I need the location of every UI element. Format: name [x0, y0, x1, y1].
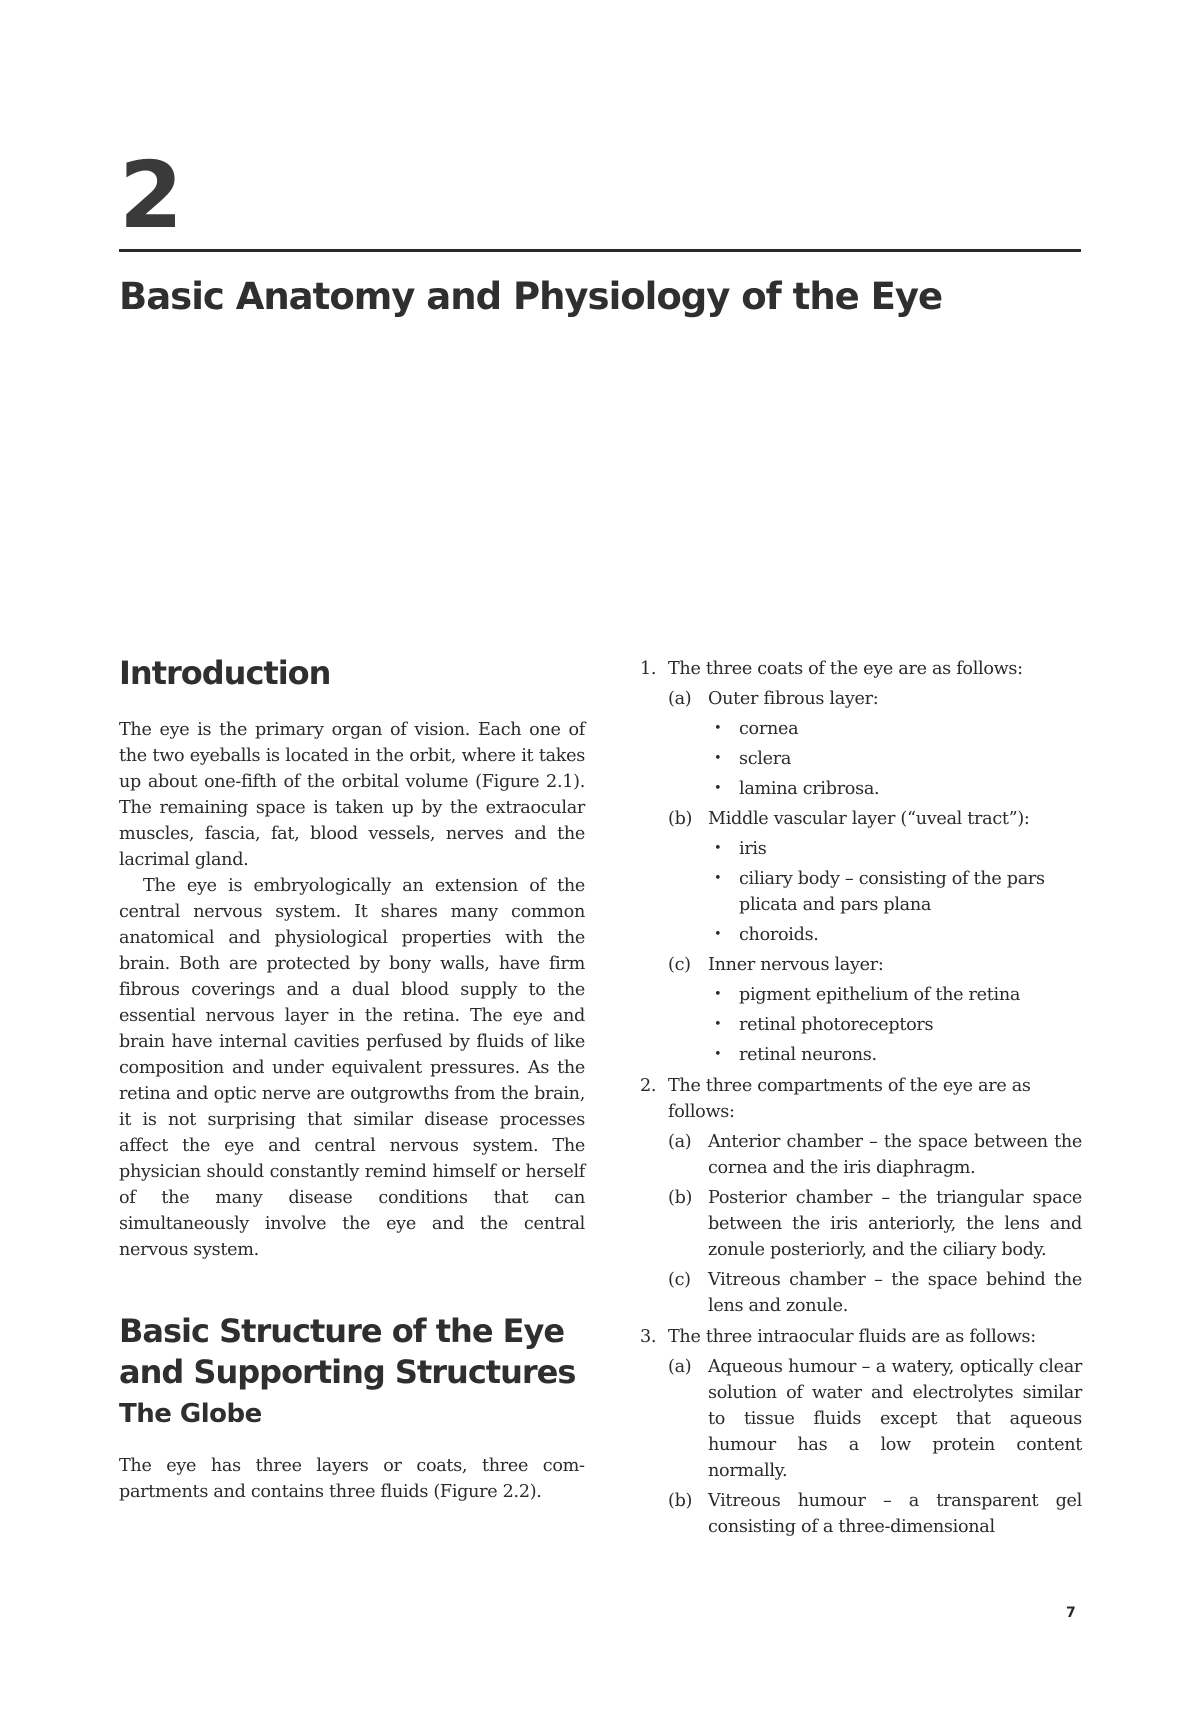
- bullet-icon: •: [714, 751, 722, 766]
- bullet-icon: •: [714, 781, 722, 796]
- globe-paragraph: The eye has three layers or coats, three compartments and contains three fluids (Figure 2.2).: [119, 1456, 585, 1502]
- sublist-marker: (b): [668, 1491, 693, 1511]
- bullet-text: sclera: [739, 749, 792, 769]
- bullet-item: [628, 922, 1082, 948]
- bullet-item: [628, 866, 1082, 918]
- bullet-text: choroids.: [739, 925, 819, 945]
- bullet-text: retinal neurons.: [739, 1045, 877, 1065]
- sublist-marker: (c): [668, 955, 691, 975]
- sublist-item: [628, 1267, 1082, 1319]
- bullet-icon: •: [714, 927, 722, 942]
- bullet-item: [628, 1012, 1082, 1038]
- bullet-icon: •: [714, 721, 722, 736]
- list-item-text: The three coats of the eye are as follows:: [668, 659, 1023, 679]
- list-item: [628, 656, 1082, 682]
- list-number: 1.: [640, 659, 657, 679]
- sublist-item: [628, 686, 1082, 712]
- sublist-marker: (a): [668, 689, 692, 709]
- bullet-icon: •: [714, 987, 722, 1002]
- list-number: 2.: [640, 1076, 657, 1096]
- introduction-heading: Introduction: [119, 654, 331, 692]
- sublist-item-text: Outer fibrous layer:: [708, 689, 879, 709]
- sublist-item-text: Vitreous humour – a transparent gel consisting of a three-dimensional: [708, 1491, 1082, 1537]
- bullet-icon: •: [714, 841, 722, 856]
- bullet-icon: •: [714, 1047, 722, 1062]
- bullet-text: retinal photoreceptors: [739, 1015, 934, 1035]
- sublist-item: [628, 1129, 1082, 1181]
- list-item-text: The three intraocular fluids are as follows:: [668, 1327, 1036, 1347]
- introduction-paragraph-2: The eye is embryologically an extension of the central nervous system. It shares many common anatomical and physiological properties with the brain. Both are protected by bony walls, have firm fibrous coverings and a dual blood supply to the essential nervous layer in the retina. The eye and brain have internal cavities perfused by fluids of like composition and under equivalent pressures. As the retina and optic nerve are outgrowths from the brain, it is not surprising that similar disease processes affect the eye and central nervous system. The physician should constantly remind himself or herself of the many disease conditions that can simultaneously involve the eye and the central nervous system.: [119, 876, 585, 1260]
- chapter-number: 2: [119, 142, 182, 249]
- bullet-icon: •: [714, 871, 722, 886]
- sublist-item-text: Anterior chamber – the space between the cornea and the iris diaphragm.: [708, 1132, 1082, 1178]
- list-item: [628, 1324, 1082, 1350]
- bullet-icon: •: [714, 1017, 722, 1032]
- bullet-item: [628, 716, 1082, 742]
- bullet-text: lamina cribrosa.: [739, 779, 880, 799]
- sublist-marker: (c): [668, 1270, 691, 1290]
- sublist-item-text: Vitreous chamber – the space behind the lens and zonule.: [708, 1270, 1082, 1316]
- left-column: [119, 653, 585, 1505]
- list-item-text: The three compartments of the eye are as follows:: [668, 1076, 1031, 1122]
- right-column: [628, 656, 1082, 1540]
- bullet-text: iris: [739, 839, 767, 859]
- bullet-text: ciliary body – consisting of the pars plicata and pars plana: [739, 869, 1045, 915]
- list-number: 3.: [640, 1327, 657, 1347]
- sublist-item: [628, 952, 1082, 978]
- chapter-rule: [119, 249, 1081, 252]
- sublist-item-text: Middle vascular layer (“uveal tract”):: [708, 809, 1030, 829]
- basic-structure-heading: Basic Structure of the Eye and Supporting Structures: [119, 1312, 576, 1391]
- bullet-item: [628, 982, 1082, 1008]
- sublist-item-text: Posterior chamber – the triangular space between the iris anteriorly, the lens and zonule posteriorly, and the ciliary body.: [708, 1188, 1082, 1260]
- list-item: [628, 1073, 1082, 1125]
- bullet-item: [628, 746, 1082, 772]
- the-globe-heading: The Globe: [119, 1399, 262, 1429]
- bullet-item: [628, 836, 1082, 862]
- introduction-paragraph-1: The eye is the primary organ of vision. Each one of the two eyeballs is located in the orbit, where it takes up about one-fifth of the orbital volume (Figure 2.1). The remaining space is taken up by the extraocular muscles, fascia, fat, blood vessels, nerves and the lacrimal gland.: [119, 720, 585, 870]
- page-number: 7: [1066, 1605, 1076, 1621]
- sublist-marker: (b): [668, 1188, 693, 1208]
- sublist-marker: (a): [668, 1357, 692, 1377]
- sublist-item: [628, 806, 1082, 832]
- sublist-item: [628, 1488, 1082, 1540]
- sublist-item-text: Aqueous humour – a watery, optically clear solution of water and electrolytes similar to tissue fluids except that aqueous humour has a low protein content normally.: [708, 1357, 1082, 1481]
- sublist-marker: (b): [668, 809, 693, 829]
- sublist-item: [628, 1354, 1082, 1484]
- sublist-marker: (a): [668, 1132, 692, 1152]
- bullet-item: [628, 1042, 1082, 1068]
- sublist-item-text: Inner nervous layer:: [708, 955, 884, 975]
- bullet-text: pigment epithelium of the retina: [739, 985, 1021, 1005]
- bullet-item: [628, 776, 1082, 802]
- bullet-text: cornea: [739, 719, 799, 739]
- chapter-title: Basic Anatomy and Physiology of the Eye: [119, 275, 943, 318]
- sublist-item: [628, 1185, 1082, 1263]
